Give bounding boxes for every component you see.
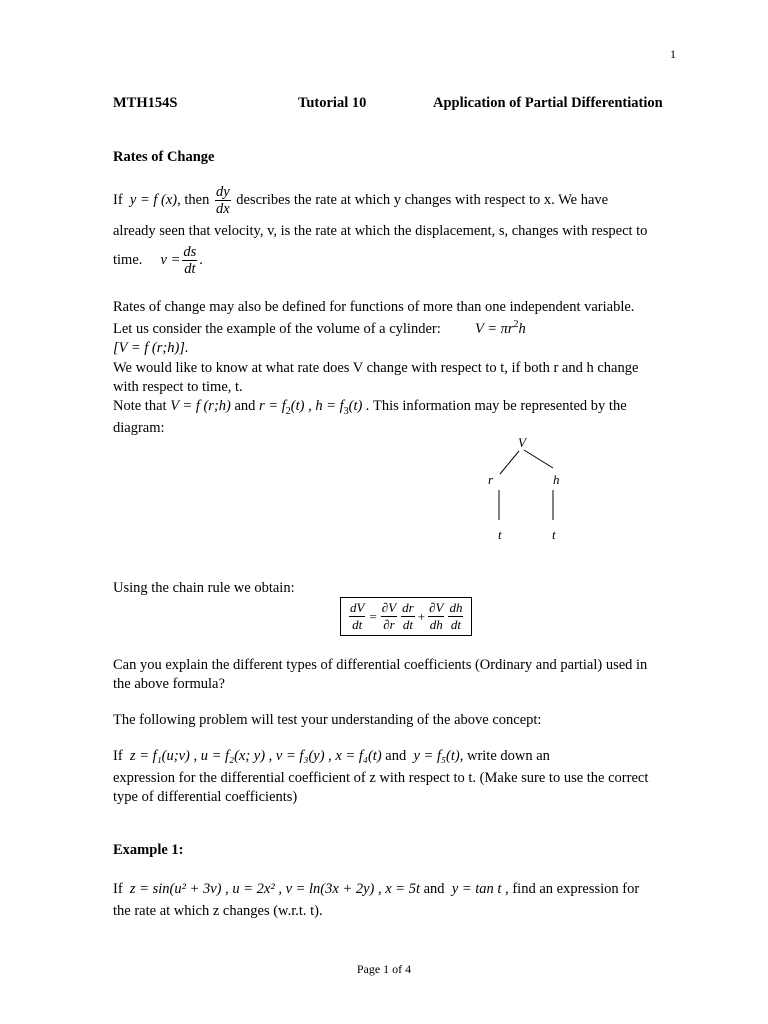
v-function: V = f (r;h): [170, 398, 231, 414]
test-and: and: [385, 748, 407, 764]
document-title: Application of Partial Differentiation: [433, 95, 663, 111]
cylinder-text: Let us consider the example of the volume of a cylinder:: [113, 321, 441, 337]
and-text: and: [234, 398, 256, 414]
section-title: Rates of Change: [113, 149, 215, 165]
para2-line-7: diagram:: [113, 420, 165, 436]
h-function: h = f: [315, 398, 344, 414]
ds-dt-numerator: ds: [183, 244, 197, 260]
para2-line-1: Rates of change may also be defined for functions of more than one independent variable.: [113, 299, 635, 315]
volume-formula-end: h: [518, 321, 526, 337]
test-line-2: [113, 747, 550, 766]
tree-node-h: h: [553, 472, 560, 487]
equals-sign: =: [369, 608, 377, 624]
para2-line-6: [113, 397, 627, 416]
tree-node-r: r: [488, 472, 494, 487]
example-function-chain: z = sin(u² + 3v) , u = 2x² , v = ln(3x + 2y) , x = 5t: [129, 881, 420, 897]
intro-then: , then: [177, 192, 210, 208]
intro-line-2: already seen that velocity, v, is the rate at which the displacement, s, changes with respect to: [113, 223, 648, 239]
test-line-1: The following problem will test your understanding of the above concept:: [113, 712, 542, 728]
intro-description: describes the rate at which y changes with respect to x. We have: [236, 192, 609, 208]
test-line-4: type of differential coefficients): [113, 789, 298, 805]
h-function-subscript: 3: [343, 405, 349, 417]
dy-dx-denominator: dx: [215, 201, 230, 217]
partial-V-partial-r-fraction: [381, 600, 397, 633]
tree-edge-v-r: [500, 451, 519, 474]
dy-dx-numerator: dy: [215, 184, 230, 200]
dr-dt-fraction: [401, 600, 415, 633]
example-y-function: y = tan t: [451, 881, 502, 897]
intro-line-3: [113, 244, 203, 277]
intro-line-1: [113, 184, 608, 217]
tree-node-root: V: [518, 435, 526, 450]
example-title: Example 1:: [113, 842, 184, 858]
velocity-symbol: v =: [160, 252, 181, 268]
test-line-3: expression for the differential coefficient of z with respect to t. (Make sure to use the correct: [113, 770, 649, 786]
partial-V-partial-h-fraction: [428, 600, 444, 633]
cylinder-volume-formula: [475, 320, 526, 339]
ds-dt-fraction: [182, 244, 197, 277]
partial-V-h-denominator: dh: [429, 617, 443, 632]
r-function-subscript: 2: [285, 405, 291, 417]
represented-text: This information may be represented by the: [372, 398, 627, 414]
r-function-end: (t) ,: [290, 398, 312, 414]
dV-dt-fraction: [349, 600, 365, 633]
test-write-down: , write down an: [459, 748, 550, 764]
para2-line-4: We would like to know at what rate does V change with respect to t, if both r and h change: [113, 360, 639, 376]
dV-dt-denominator: dt: [352, 617, 363, 632]
test-function-chain: z = f₁(u;v) , u = f₂(x; y) , v = f₃(y) , x = f₄(t): [129, 748, 382, 764]
dr-dt-denominator: dt: [402, 617, 414, 632]
plus-sign: +: [417, 608, 426, 624]
intro-time: time.: [113, 252, 143, 268]
note-that-text: Note that: [113, 398, 167, 414]
chain-rule-formula-box: [340, 597, 472, 636]
tree-node-t-right: t: [552, 527, 556, 542]
question-line-1: Can you explain the different types of differential coefficients (Ordinary and partial) used in: [113, 657, 648, 673]
dy-dx-fraction: [215, 184, 231, 217]
example-find: , find an expression for: [505, 881, 640, 897]
dV-dt-numerator: dV: [350, 600, 365, 615]
intro-if: If: [113, 192, 123, 208]
partial-V-r-numerator: ∂V: [381, 600, 397, 615]
chain-rule-intro: Using the chain rule we obtain:: [113, 580, 295, 596]
intro-period: .: [199, 252, 203, 268]
example-line-2: the rate at which z changes (w.r.t. t).: [113, 903, 323, 919]
para2-line-5: with respect to time, t.: [113, 379, 243, 395]
test-y-function: y = f₅(t): [413, 748, 460, 764]
example-if: If: [113, 881, 123, 897]
page-footer: Page 1 of 4: [356, 962, 412, 976]
intro-function: y = f (x): [129, 192, 178, 208]
para2-line-3: [113, 339, 189, 358]
ds-dt-denominator: dt: [184, 261, 196, 277]
dh-dt-denominator: dt: [450, 617, 462, 632]
function-notation: [V = f (r;h)].: [113, 340, 189, 356]
dh-dt-numerator: dh: [449, 600, 463, 615]
h-function-end: (t) .: [348, 398, 370, 414]
tutorial-number: Tutorial 10: [298, 95, 367, 111]
page-number: 1: [670, 47, 676, 61]
tree-edge-v-h: [524, 450, 553, 468]
dh-dt-fraction: [448, 600, 463, 633]
tree-node-t-left: t: [498, 527, 502, 542]
partial-V-h-numerator: ∂V: [429, 600, 444, 615]
example-and: and: [423, 881, 445, 897]
r-function: r = f: [259, 398, 286, 414]
volume-formula-exponent: 2: [513, 319, 519, 331]
volume-formula-main: V = πr: [475, 321, 514, 337]
dr-dt-numerator: dr: [402, 600, 414, 615]
course-code: MTH154S: [113, 95, 178, 111]
question-line-2: the above formula?: [113, 676, 225, 692]
test-if: If: [113, 748, 123, 764]
example-line-1: [113, 880, 639, 899]
partial-V-r-denominator: ∂r: [383, 617, 395, 632]
